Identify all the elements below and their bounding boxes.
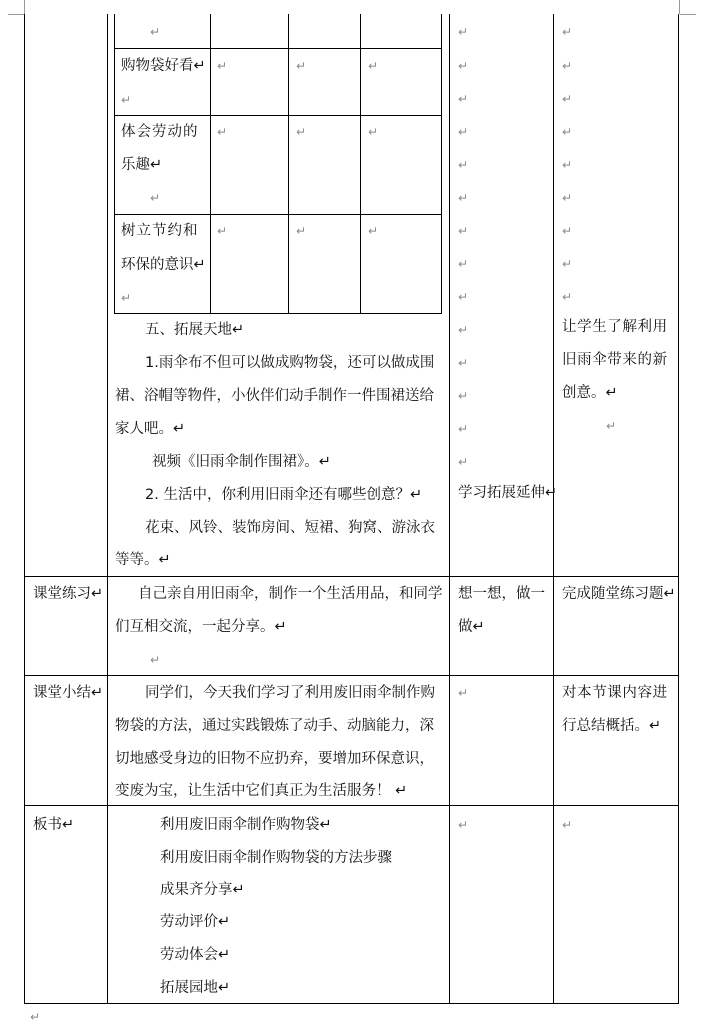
- row-border-practice: [24, 576, 679, 577]
- paragraph-mark: ↵: [562, 191, 573, 205]
- board-item: 劳动体会↵: [160, 947, 231, 963]
- document-end-mark: ↵: [30, 1010, 41, 1024]
- row-label-summary: 课堂小结↵: [33, 685, 104, 701]
- paragraph-mark: ↵: [458, 92, 469, 106]
- student-activity-text: 学习拓展延伸↵: [458, 485, 558, 501]
- summary-content-line: 变废为宝，让生活中它们真正为生活服务！ ↵: [115, 783, 408, 799]
- paragraph-mark: ↵: [562, 158, 573, 172]
- summary-content-line: 同学们，今天我们学习了利用废旧雨伞制作购: [145, 685, 435, 701]
- paragraph-mark: ↵: [562, 257, 573, 271]
- board-item: 利用废旧雨伞制作购物袋的方法步骤: [160, 850, 392, 866]
- answer-line: 花束、风铃、装饰房间、短裙、狗窝、游泳衣: [145, 520, 435, 536]
- summary-intent-line: 对本节课内容进: [562, 685, 668, 701]
- eval-criterion-label: 乐趣↵: [121, 157, 163, 173]
- eval-criterion-label: 购物袋好看↵: [121, 58, 206, 74]
- eval-table-row-border-3: [114, 214, 442, 215]
- paragraph-mark: ↵: [458, 191, 469, 205]
- video-reference: 视频《旧雨伞制作围裙》。↵: [152, 454, 331, 470]
- paragraph-mark: ↵: [458, 455, 469, 469]
- eval-table-col3-border: [360, 14, 361, 314]
- row-border-summary: [24, 675, 679, 676]
- eval-cell-empty-mark: ↵: [296, 125, 307, 139]
- paragraph-mark: ↵: [121, 93, 132, 107]
- discussion-question: 2. 生活中，你利用旧雨伞还有哪些创意？↵: [145, 487, 423, 503]
- paragraph-mark: ↵: [458, 224, 469, 238]
- outer-table-col3-border: [553, 14, 554, 1004]
- paragraph-mark: ↵: [458, 422, 469, 436]
- eval-cell-empty-mark: ↵: [217, 59, 228, 73]
- eval-table-col1-border: [210, 14, 211, 314]
- eval-cell-empty-mark: ↵: [217, 125, 228, 139]
- paragraph-mark: ↵: [458, 125, 469, 139]
- eval-table-row-border-2: [114, 115, 442, 116]
- eval-cell-empty-mark: ↵: [217, 224, 228, 238]
- outer-table-right-border: [678, 14, 679, 1004]
- eval-criterion-label: 环保的意识↵: [121, 257, 206, 273]
- eval-table-empty-mark: ↵: [150, 25, 161, 39]
- paragraph-mark: ↵: [121, 291, 132, 305]
- paragraph-mark: ↵: [562, 224, 573, 238]
- eval-table-bottom-border: [114, 313, 442, 314]
- outer-table-left-border: [24, 14, 25, 1004]
- eval-criterion-label: 体会劳动的: [121, 124, 199, 140]
- paragraph-mark: ↵: [458, 25, 469, 39]
- design-intent-line: 旧雨伞带来的新: [562, 352, 668, 368]
- summary-content-line: 物袋的方法，通过实践锻炼了动手、动脑能力，深: [115, 718, 434, 734]
- paragraph-mark: ↵: [562, 818, 573, 832]
- row-label-board: 板书↵: [33, 817, 75, 833]
- crop-mark-left-v: [24, 0, 25, 14]
- paragraph-mark: ↵: [458, 323, 469, 337]
- summary-intent-line: 行总结概括。↵: [562, 718, 662, 734]
- practice-student-line: 做↵: [458, 619, 485, 635]
- board-item: 利用废旧雨伞制作购物袋↵: [160, 817, 332, 833]
- section-heading: 五、拓展天地↵: [145, 322, 245, 338]
- eval-table-right-border: [441, 14, 442, 314]
- board-item: 劳动评价↵: [160, 914, 231, 930]
- paragraph-mark: ↵: [606, 419, 617, 433]
- paragraph-mark: ↵: [562, 25, 573, 39]
- board-item: 成果齐分享↵: [160, 882, 245, 898]
- eval-cell-empty-mark: ↵: [368, 59, 379, 73]
- board-item: 拓展园地↵: [160, 980, 231, 996]
- paragraph-mark: ↵: [458, 389, 469, 403]
- extension-paragraph-line: 1.雨伞布不但可以做成购物袋，还可以做成围: [145, 355, 435, 371]
- paragraph-mark: ↵: [562, 125, 573, 139]
- paragraph-mark: ↵: [150, 191, 161, 205]
- outer-table-bottom-border: [24, 1003, 679, 1004]
- paragraph-mark: ↵: [458, 818, 469, 832]
- design-intent-line: 创意。↵: [562, 385, 618, 401]
- outer-table-col2-border: [449, 14, 450, 1004]
- paragraph-mark: ↵: [150, 653, 161, 667]
- practice-content-line: 们互相交流，一起分享。↵: [115, 619, 287, 635]
- design-intent-line: 让学生了解利用: [562, 319, 668, 335]
- paragraph-mark: ↵: [458, 59, 469, 73]
- extension-paragraph-line: 家人吧。↵: [115, 421, 186, 437]
- eval-table-left-border: [114, 14, 115, 314]
- answer-line: 等等。↵: [115, 552, 171, 568]
- paragraph-mark: ↵: [562, 92, 573, 106]
- practice-content-line: 自己亲自用旧雨伞，制作一个生活用品，和同学: [138, 586, 443, 602]
- eval-cell-empty-mark: ↵: [296, 224, 307, 238]
- crop-mark-left-h: [8, 14, 24, 15]
- eval-cell-empty-mark: ↵: [368, 224, 379, 238]
- outer-table-col1-border: [107, 14, 108, 1004]
- practice-student-line: 想一想，做一: [458, 586, 545, 602]
- paragraph-mark: ↵: [458, 290, 469, 304]
- paragraph-mark: ↵: [458, 686, 469, 700]
- extension-paragraph-line: 裙、浴帽等物件，小伙伴们动手制作一件围裙送给: [115, 388, 434, 404]
- eval-table-col2-border: [288, 14, 289, 314]
- practice-intent: 完成随堂练习题↵: [562, 586, 676, 602]
- paragraph-mark: ↵: [458, 257, 469, 271]
- row-label-practice: 课堂练习↵: [33, 586, 104, 602]
- summary-content-line: 切地感受身边的旧物不应扔弃，要增加环保意识，: [115, 751, 434, 767]
- eval-cell-empty-mark: ↵: [368, 125, 379, 139]
- paragraph-mark: ↵: [562, 59, 573, 73]
- crop-mark-right-h: [680, 14, 696, 15]
- paragraph-mark: ↵: [458, 158, 469, 172]
- eval-criterion-label: 树立节约和: [121, 223, 199, 239]
- eval-table-row-border-1: [114, 48, 442, 49]
- eval-cell-empty-mark: ↵: [296, 59, 307, 73]
- row-border-board: [24, 805, 679, 806]
- crop-mark-right-v: [679, 0, 680, 14]
- paragraph-mark: ↵: [562, 290, 573, 304]
- paragraph-mark: ↵: [458, 356, 469, 370]
